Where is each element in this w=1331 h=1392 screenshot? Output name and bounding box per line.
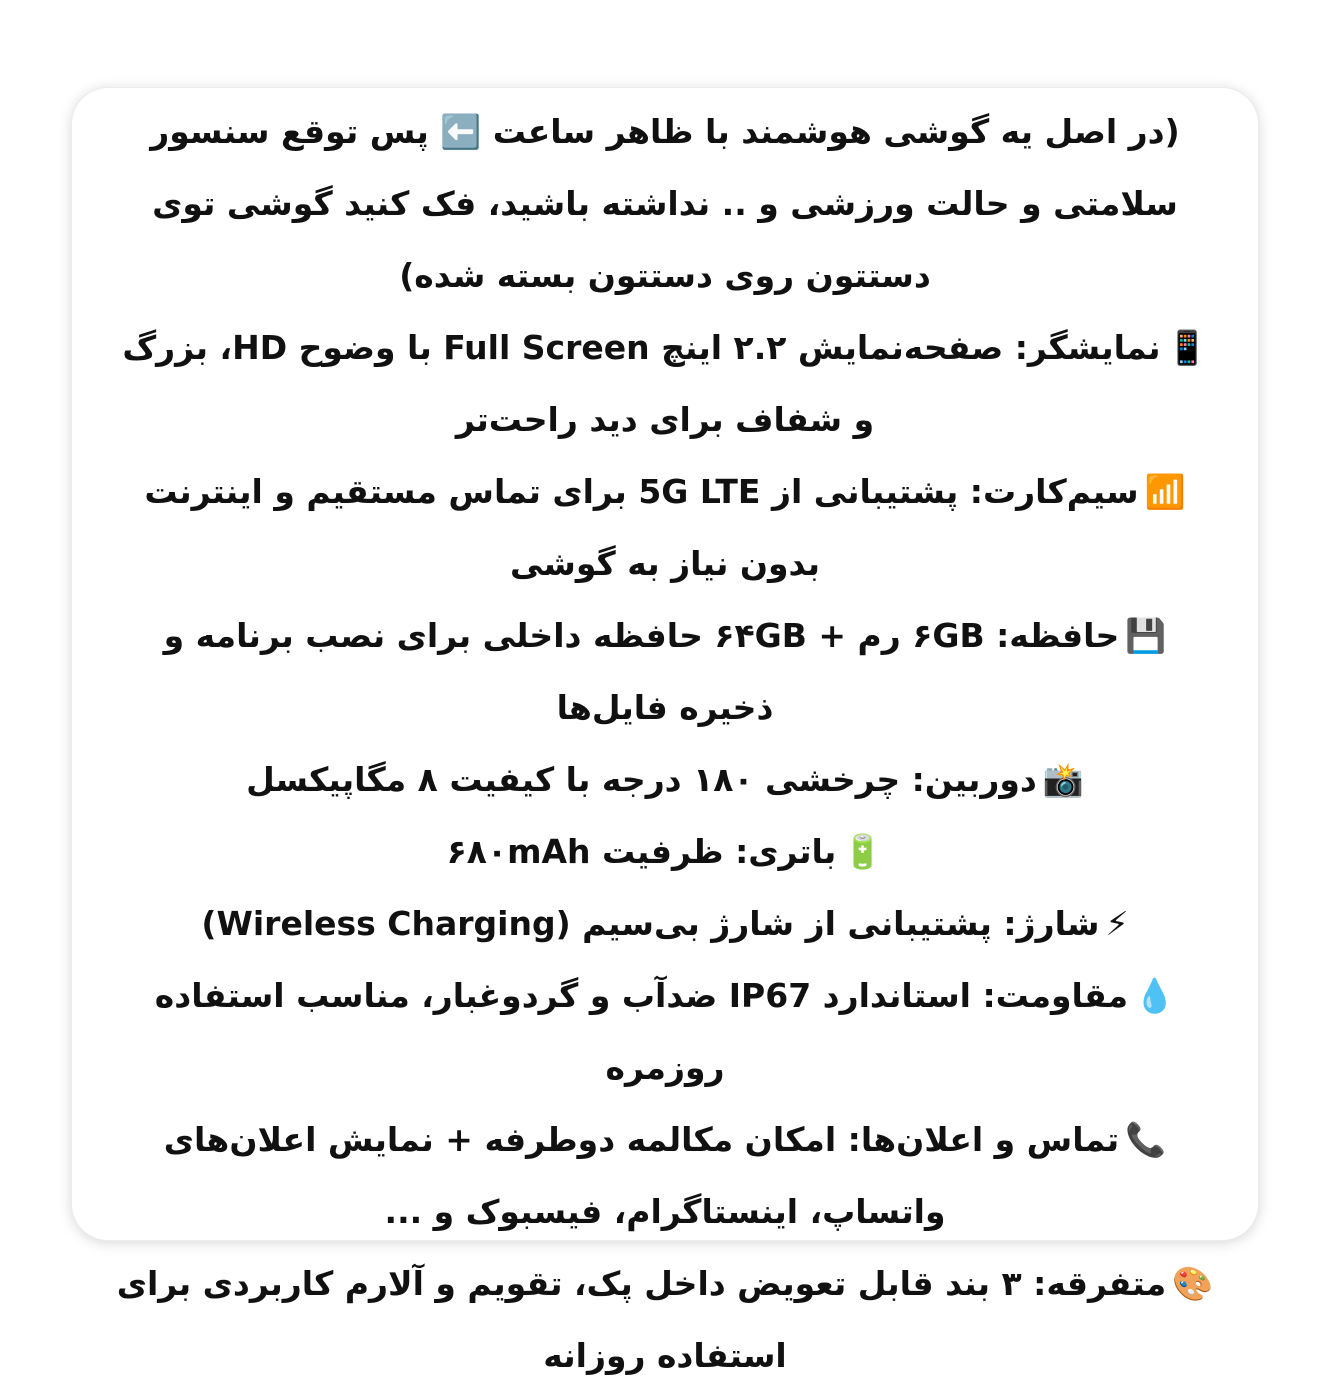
paragraph-text: باتری: ظرفیت ۶۸۰mAh	[446, 832, 837, 871]
memory-paragraph	[116, 600, 1214, 744]
paragraph-text: نمایشگر: صفحه‌نمایش ۲.۲ اینچ Full Screen با وضوح HD، بزرگ و شفاف برای دید راحت‌تر	[122, 328, 1161, 439]
paragraph-text: متفرقه: ۳ بند قابل تعویض داخل پک، تقویم و آلارم کاربردی برای استفاده روزانه	[116, 1264, 1167, 1375]
camera-paragraph	[116, 744, 1214, 816]
floppy-disk-icon: 💾	[1125, 616, 1167, 655]
paragraph-text: دوربین: چرخشی ۱۸۰ درجه با کیفیت ۸ مگاپیکسل	[246, 760, 1037, 799]
sim-card-paragraph	[116, 456, 1214, 600]
paragraph-text: مقاومت: استاندارد IP67 ضدآب و گردوغبار، مناسب استفاده روزمره	[154, 976, 1129, 1087]
battery-paragraph	[116, 816, 1214, 888]
product-description	[116, 96, 1214, 1392]
misc-paragraph	[116, 1248, 1214, 1392]
content-card	[72, 88, 1258, 1375]
camera-flash-icon: 📸	[1042, 760, 1084, 799]
display-paragraph	[116, 312, 1214, 456]
paragraph-text: تماس و اعلان‌ها: امکان مکالمه دوطرفه + نمایش اعلان‌های واتساپ، اینستاگرام، فیسبوک و ...	[163, 1120, 1120, 1231]
paragraph-text: سیم‌کارت: پشتیبانی از 5G LTE برای تماس مستقیم و اینترنت بدون نیاز به گوشی	[144, 472, 1139, 583]
lightning-icon: ⚡	[1105, 904, 1129, 943]
charging-paragraph	[116, 888, 1214, 960]
water-drop-icon: 💧	[1134, 976, 1176, 1015]
palette-icon: 🎨	[1172, 1264, 1214, 1303]
battery-icon: 🔋	[842, 832, 884, 871]
paragraph-text: شارژ: پشتیبانی از شارژ بی‌سیم (Wireless Charging)	[201, 904, 1100, 943]
paragraph-text: (در اصل یه گوشی هوشمند با ظاهر ساعت ⬅️ پس توقع سنسور سلامتی و حالت ورزشی و .. نداشته باشید، فک کنید گوشی توی دستتون روی دستتون بسته شده)	[150, 112, 1180, 295]
resistance-paragraph	[116, 960, 1214, 1104]
calls-notifications-paragraph	[116, 1104, 1214, 1248]
intro-paragraph	[116, 96, 1214, 312]
paragraph-text: حافظه: ۶GB رم + ۶۴GB حافظه داخلی برای نصب برنامه و ذخیره فایل‌ها	[163, 616, 1120, 727]
telephone-icon: 📞	[1125, 1120, 1167, 1159]
mobile-phone-icon: 📱	[1166, 328, 1208, 367]
signal-bars-icon: 📶	[1144, 472, 1186, 511]
